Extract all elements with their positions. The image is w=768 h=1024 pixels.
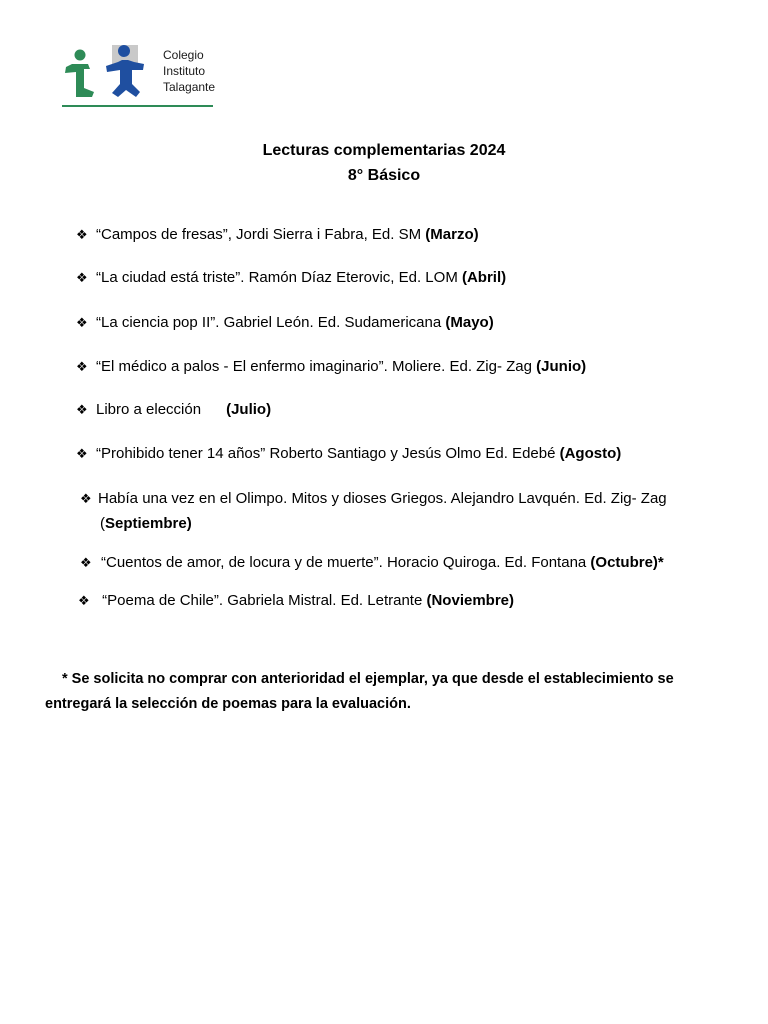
logo-figures-icon: [62, 42, 162, 104]
list-item: [80, 552, 664, 574]
item-text: “La ciencia pop II”. Gabriel León. Ed. Sudamericana: [96, 314, 446, 331]
logo-underline: [62, 105, 213, 107]
item-month: (Junio): [536, 358, 587, 375]
item-month: (Octubre)*: [590, 554, 664, 571]
item-text: Había una vez en el Olimpo. Mitos y dioses Griegos. Alejandro Lavquén. Ed. Zig- Zag: [98, 490, 667, 507]
diamond-bullet-icon: ❖: [80, 555, 92, 570]
item-text: “Campos de fresas”, Jordi Sierra i Fabra, Ed. SM: [96, 226, 426, 243]
item-text: “La ciudad está triste”. Ramón Díaz Eterovic, Ed. LOM: [96, 269, 462, 286]
logo-line-colegio: Colegio: [163, 48, 204, 62]
list-item: [76, 443, 621, 465]
diamond-bullet-icon: ❖: [80, 491, 92, 506]
list-item: [76, 224, 479, 246]
diamond-bullet-icon: ❖: [76, 315, 88, 330]
item-month: (Julio): [226, 401, 272, 418]
list-item: [76, 356, 586, 378]
diamond-bullet-icon: ❖: [76, 402, 88, 417]
footnote-line-2: entregará la selección de poemas para la evaluación.: [45, 696, 411, 712]
footnote: [45, 667, 735, 717]
diamond-bullet-icon: ❖: [78, 593, 90, 608]
school-logo: [62, 42, 214, 110]
list-item: [76, 399, 271, 421]
list-item: [76, 267, 506, 289]
logo-text: [163, 47, 215, 95]
logo-line-instituto: Instituto: [163, 64, 206, 78]
document-subtitle: 8° Básico: [347, 167, 421, 184]
item-text: Libro a elección: [96, 401, 227, 418]
diamond-bullet-icon: ❖: [76, 446, 88, 461]
list-item-continuation: [100, 513, 192, 535]
item-text: “El médico a palos - El enfermo imaginario”. Moliere. Ed. Zig- Zag: [96, 358, 537, 375]
item-month: Septiembre): [105, 515, 192, 532]
item-month: (Abril): [461, 269, 507, 286]
footnote-line-1: * Se solicita no comprar con anterioridad el ejemplar, ya que desde el establecimiento se: [62, 671, 674, 687]
list-item: [80, 488, 667, 510]
diamond-bullet-icon: ❖: [76, 359, 88, 374]
item-month: (Marzo): [425, 226, 479, 243]
item-text: “Cuentos de amor, de locura y de muerte”. Horacio Quiroga. Ed. Fontana: [101, 554, 591, 571]
list-item: [78, 590, 514, 612]
item-month: (Mayo): [445, 314, 494, 331]
diamond-bullet-icon: ❖: [76, 227, 88, 242]
logo-line-talagante: Talagante: [163, 80, 216, 94]
item-text: “Prohibido tener 14 años” Roberto Santiago y Jesús Olmo Ed. Edebé: [96, 445, 560, 462]
diamond-bullet-icon: ❖: [76, 270, 88, 285]
list-item: [76, 312, 494, 334]
item-month: (Agosto): [559, 445, 622, 462]
document-title: Lecturas complementarias 2024: [262, 142, 506, 159]
item-text: “Poema de Chile”. Gabriela Mistral. Ed. Letrante: [98, 592, 427, 609]
item-month: (Noviembre): [426, 592, 515, 609]
item-month-open: (: [100, 515, 105, 532]
